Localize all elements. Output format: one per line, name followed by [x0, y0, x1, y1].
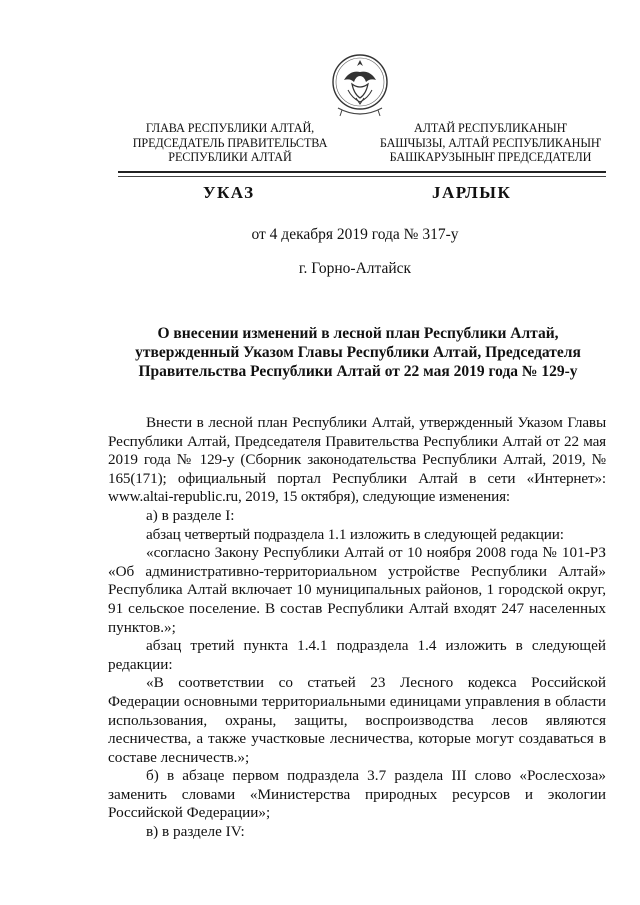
body-paragraph: б) в абзаце первом подраздела 3.7 раздела III слово «Рослесхоза» заменить словами «Министерства природных ресурсов и экологии Российской Федерации»; [108, 767, 606, 822]
body-paragraph: в) в разделе IV: [146, 823, 245, 841]
header-left-line: ГЛАВА РЕСПУБЛИКИ АЛТАЙ, [145, 121, 315, 135]
title-line: Правительства Республики Алтай от 22 мая 2019 года № 129-у [138, 363, 578, 380]
header-divider-thick [118, 171, 606, 173]
header-left-line: РЕСПУБЛИКИ АЛТАЙ [168, 150, 292, 164]
body-paragraph: абзац четвертый подраздела 1.1 изложить в следующей редакции: [146, 525, 564, 543]
body-paragraph: «согласно Закону Республики Алтай от 10 ноября 2008 года № 101-РЗ «Об административно-территориальном устройстве Республики Алтай» Республика Алтай включает 10 муниципальных районов, 1 городской округ, 91 сельское поселение. В состав Республики Алтай входят 247 населенных пунктов.»; [108, 544, 606, 636]
header-right-line: АЛТАЙ РЕСПУБЛИКАНЫҤ [414, 121, 567, 135]
body-paragraph: Внести в лесной план Республики Алтай, утвержденный Указом Главы Республики Алтай, Председателя Правительства Республики Алтай от 22 мая 2019 года № 129-у (Сборник законодательства Республики Алтай, 2019, № 165(171); официальный портал Республики Алтай в сети «Интернет»: www.altai-republic.ru, 2019, 15 октября), следующие изменения: [108, 414, 606, 506]
title-line: О внесении изменений в лесной план Республики Алтай, [157, 325, 559, 342]
doc-type-russian: УКАЗ [203, 183, 255, 202]
document-title [108, 324, 608, 381]
document-date: от 4 декабря 2019 года № 317-у [251, 226, 459, 243]
header-divider-thin [118, 176, 606, 177]
document-city: г. Горно-Алтайск [298, 260, 412, 277]
doc-type-altai: ЈАРЛЫК [432, 183, 512, 202]
header-right-block [378, 121, 603, 165]
body-paragraph: а) в разделе I: [146, 506, 235, 524]
header-left-line: ПРЕДСЕДАТЕЛЬ ПРАВИТЕЛЬСТВА [132, 135, 328, 150]
body-paragraph: «В соответствии со статьей 23 Лесного кодекса Российской Федерации основными территориальными единицами управления в области использования, охраны, защиты, воспроизводства лесов являются лесничества, а также участковые лесничества, которые могут создаваться в составе лесничеств.»; [108, 674, 606, 766]
body-paragraph: абзац третий пункта 1.4.1 подраздела 1.4 изложить в следующей редакции: [108, 637, 606, 673]
header-left-block [120, 121, 340, 165]
title-line: утвержденный Указом Главы Республики Алтай, Председателя [135, 344, 581, 361]
header-right-line: БАШКАРУЗЫНЫҤ ПРЕДСЕДАТЕЛИ [389, 150, 592, 164]
document-body [108, 414, 606, 842]
header-right-line: БАШЧЫЗЫ, АЛТАЙ РЕСПУБЛИКАНЫҤ [379, 135, 602, 150]
coat-of-arms-emblem [330, 50, 390, 118]
